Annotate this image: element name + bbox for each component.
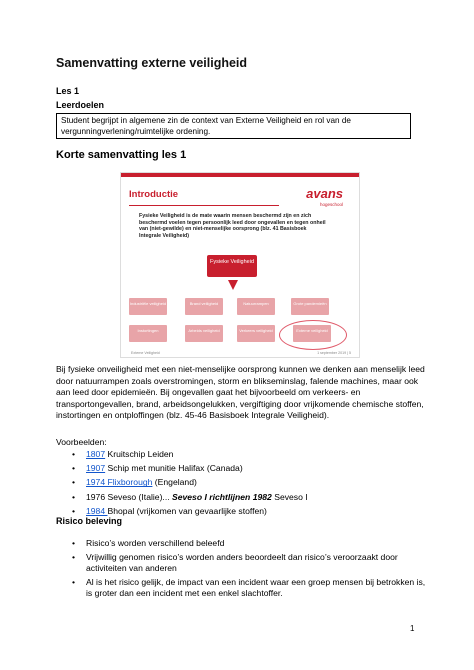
list-item bbox=[56, 490, 308, 504]
slide-footer bbox=[131, 351, 351, 355]
page-number: 1 bbox=[410, 624, 415, 633]
slide-box: Externe veiligheid bbox=[293, 325, 331, 342]
slide-box: Grote pandemieën bbox=[291, 298, 329, 315]
list-item-text: 1976 Seveso (Italie)... bbox=[86, 491, 172, 502]
risico-list bbox=[56, 538, 428, 600]
list-item: • Vrijwillig genomen risico’s worden anders beoordeelt dan risico’s veroorzaakt door activiteiten van anderen bbox=[56, 552, 428, 575]
slide-center-box: Fysieke Veiligheid bbox=[207, 255, 257, 277]
list-item: • Al is het risico gelijk, de impact van een incident waar een groep mensen bij betrokken is, is groter dan een incident met een enkel slachtoffer. bbox=[56, 577, 428, 600]
list-item-text: Bhopal (vrijkomen van gevaarlijke stoffen) bbox=[107, 505, 267, 516]
slide-title: Introductie bbox=[129, 189, 179, 200]
avans-logo: avans bbox=[306, 186, 343, 201]
slide-box: Arbeids veiligheid bbox=[185, 325, 223, 342]
body-paragraph: Bij fysieke onveiligheid met een niet-menselijke oorsprong kunnen we denken aan menselijk leed door natuurrampen zoals overstromingen, storm en blikseminslag, falende machines, maar ook aan leed door epidemieën. Bij ongevallen gaat het bijvoorbeeld om verkeers- en transportongevallen, brand, arbeidsongelukken, vergiftiging door vrijkomende chemische stoffen, instortingen en ontploffingen (blz. 45-46 Basisboek Integrale Veiligheid). bbox=[56, 364, 425, 420]
slide-box: Natuurrampen bbox=[237, 298, 275, 315]
list-item-text: (Engeland) bbox=[152, 477, 197, 488]
list-item: • Risico’s worden verschillend beleefd bbox=[56, 538, 428, 550]
slide-box: Industriële veiligheid bbox=[129, 298, 167, 315]
slide-image bbox=[120, 172, 360, 358]
year-link[interactable]: 1807 bbox=[86, 449, 106, 459]
list-item-text: Schip met munitie Halifax (Canada) bbox=[105, 463, 243, 474]
samenvatting-heading: Korte samenvatting les 1 bbox=[56, 149, 187, 161]
slide-definition-text: Fysieke Veiligheid is de mate waarin mensen beschermd zijn en zich beschermd voelen tegen persoonlijk leed door ongevallen en tegen onheil van (niet-gewilde) en niet-menselijke oorsprong (blz. 41 Basisboek Integrale Veiligheid) bbox=[139, 213, 326, 239]
highlight-circle bbox=[279, 320, 347, 350]
down-arrow-icon bbox=[228, 280, 238, 290]
leerdoelen-heading: Leerdoelen bbox=[56, 100, 105, 110]
slide-box: Brand veiligheid bbox=[185, 298, 223, 315]
slide-top-band bbox=[121, 173, 359, 177]
list-item-text: Seveso I bbox=[271, 491, 308, 502]
les-heading: Les 1 bbox=[56, 86, 80, 96]
avans-logo-sub: hogeschool bbox=[319, 202, 343, 207]
leerdoel-box: Student begrijpt in algemene zin de context van Externe Veiligheid en rol van de vergunningverlening/ruimtelijke ordening. bbox=[56, 113, 411, 139]
list-item bbox=[56, 447, 308, 461]
list-item-text: Kruitschip Leiden bbox=[105, 449, 174, 459]
list-item bbox=[56, 475, 308, 489]
voorbeelden-label: Voorbeelden: bbox=[56, 437, 107, 447]
voorbeelden-list bbox=[56, 447, 308, 518]
slide-footer-right: 1 september 2019 | 5 bbox=[317, 351, 351, 355]
risico-heading: Risico beleving bbox=[56, 516, 123, 526]
list-item-emphasis: Seveso I richtlijnen 1982 bbox=[171, 491, 272, 502]
year-link[interactable]: 1984 bbox=[86, 505, 108, 516]
year-link[interactable]: 1907 bbox=[86, 463, 106, 474]
slide-box: Instortingen bbox=[129, 325, 167, 342]
list-item bbox=[56, 461, 308, 475]
slide-box: Verkeers veiligheid bbox=[237, 325, 275, 342]
slide-title-underline bbox=[129, 205, 279, 206]
year-link[interactable]: 1974 Flixborough bbox=[86, 477, 153, 488]
slide-footer-left: Externe Veiligheid bbox=[131, 351, 160, 355]
document-title: Samenvatting externe veiligheid bbox=[56, 56, 248, 70]
